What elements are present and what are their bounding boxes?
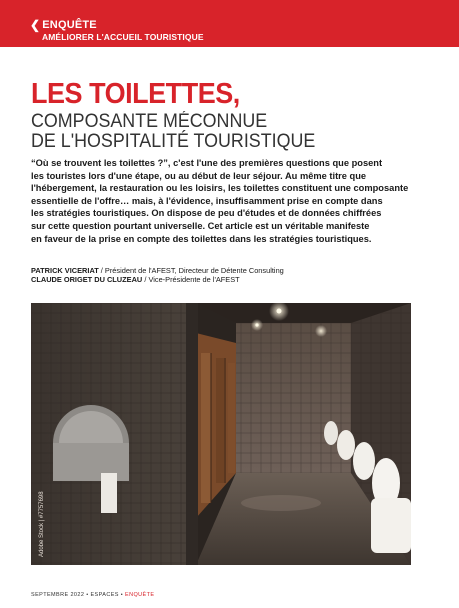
intro-line: essentielle de l'offre… mais, à l'évidence, insuffisamment prise en compte dans xyxy=(31,195,383,206)
intro-line: sur cette question pourtant universelle. Cet article est un véritable manifeste xyxy=(31,220,370,231)
photo-credit: Adobe Stock | #7757698 xyxy=(39,491,45,557)
author-role: / Vice-Présidente de l'AFEST xyxy=(142,275,240,284)
kicker-label: ENQUÊTE xyxy=(42,19,97,31)
author-name: PATRICK VICERIAT xyxy=(31,266,99,275)
intro-line: les touristes lors d'une étape, ou au début de leur séjour. Au même titre que xyxy=(31,170,367,181)
subtitle-line-1: COMPOSANTE MÉCONNUE xyxy=(31,111,268,132)
footer-section: ENQUÊTE xyxy=(125,592,155,598)
restroom-illustration xyxy=(31,303,411,565)
intro-line: les stratégies touristiques. On dispose de peu d'études et de données chiffrées xyxy=(31,208,382,219)
article-intro xyxy=(31,157,435,245)
author-line xyxy=(31,275,240,284)
section-subkicker: AMÉLIORER L'ACCUEIL TOURISTIQUE xyxy=(42,32,204,42)
author-name: CLAUDE ORIGET DU CLUZEAU xyxy=(31,275,143,284)
restroom-photo xyxy=(31,303,411,565)
article-title: LES TOILETTES, xyxy=(31,78,240,110)
subtitle-line-2: DE L'HOSPITALITÉ TOURISTIQUE xyxy=(31,131,316,152)
intro-line: “Où se trouvent les toilettes ?”, c'est l'une des premières questions que posent xyxy=(31,158,383,168)
intro-line: en faveur de la prise en compte des toilettes dans les stratégies touristiques. xyxy=(31,233,372,244)
author-role: / Président de l'AFEST, Directeur de Détente Consulting xyxy=(98,266,284,275)
page-footer xyxy=(31,592,154,598)
article-subtitle xyxy=(31,112,341,152)
author-line xyxy=(31,266,284,275)
intro-line: l'hébergement, la restauration ou les loisirs, les toilettes constituent une composante xyxy=(31,183,409,194)
section-kicker xyxy=(30,18,97,32)
bracket-icon: ❮ xyxy=(30,18,41,32)
footer-date: SEPTEMBRE 2022 • ESPACES • xyxy=(31,592,124,598)
